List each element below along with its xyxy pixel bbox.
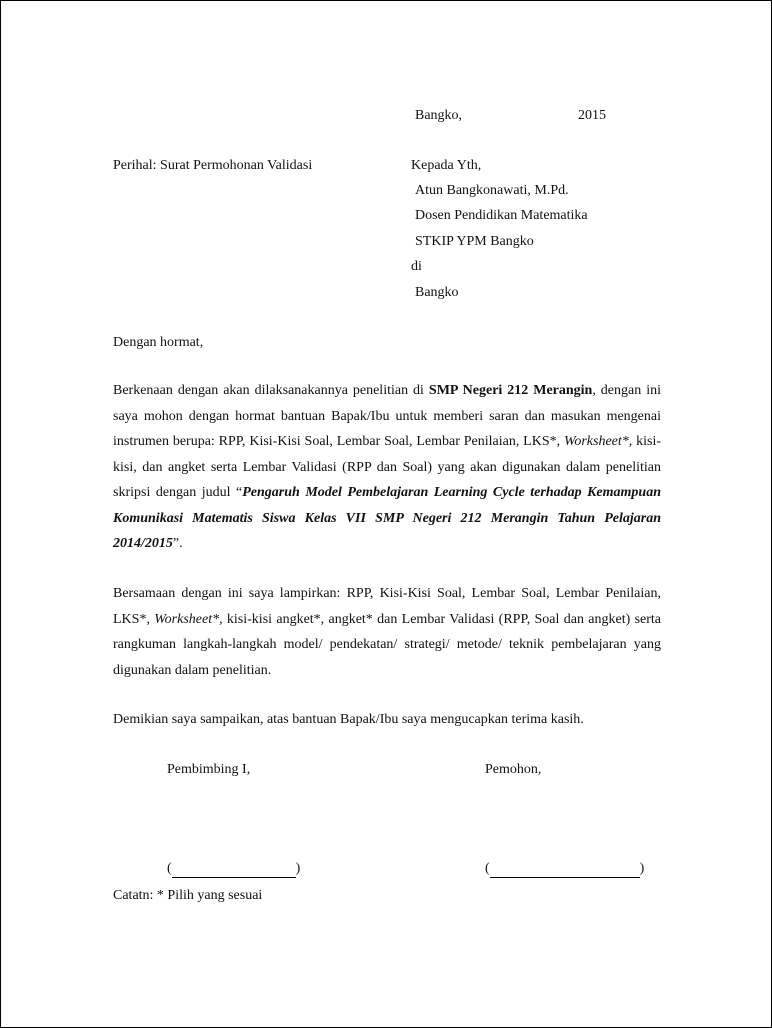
letter-place: Bangko, bbox=[415, 108, 463, 123]
signature-label-applicant: Pemohon, bbox=[485, 762, 542, 777]
research-title: Pengaruh Model Pembelajaran Learning Cycle terhadap Kemampuan Komunikasi Matematis Siswa Kelas VII SMP Negeri 212 Merangin Tahun Pelajaran 2014/2015 bbox=[113, 485, 662, 551]
body-paragraph-2 bbox=[113, 581, 661, 683]
worksheet-term: Worksheet*, bbox=[154, 611, 223, 627]
letter-year: 2015 bbox=[578, 108, 606, 123]
paragraph-text: kisi-kisi angket*, angket* dan Lembar Validasi (RPP, Soal dan angket) serta rangkuman langkah-langkah model/ pendekatan/ strategi/ metode/ teknik pembelajaran yang digunakan dalam penelitian. bbox=[113, 611, 661, 678]
paragraph-text: Berkenaan dengan akan dilaksanakannya penelitian di bbox=[113, 383, 429, 398]
close-paren: ) bbox=[295, 861, 301, 876]
paragraph-text: ”. bbox=[172, 536, 183, 551]
signature-blank bbox=[172, 863, 296, 878]
recipient-city: Bangko bbox=[415, 285, 459, 300]
recipient-line: Kepada Yth, bbox=[411, 158, 482, 173]
letter-subject: Perihal: Surat Permohonan Validasi bbox=[113, 158, 313, 173]
open-paren: ( bbox=[167, 861, 172, 876]
paragraph-text: , dengan ini saya mohon dengan hormat bantuan Bapak/Ibu untuk memberi saran dan masukan mengenai instrumen berupa: RPP, Kisi-Kisi Soal, Lembar Soal, Lembar Penilaian, LKS*, bbox=[113, 383, 661, 449]
signature-line-applicant bbox=[485, 860, 644, 878]
paragraph-text: Bersamaan dengan ini saya lampirkan: RPP, Kisi-Kisi Soal, Lembar Soal, Lembar Penilaian, LKS*, bbox=[113, 586, 661, 627]
footnote: Catatn: * Pilih yang sesuai bbox=[113, 888, 263, 903]
recipient-name: Atun Bangkonawati, M.Pd. bbox=[415, 183, 569, 198]
school-name: SMP Negeri 212 Merangin bbox=[428, 383, 593, 398]
open-paren: ( bbox=[485, 861, 490, 876]
recipient-institution: STKIP YPM Bangko bbox=[415, 234, 534, 249]
closing-sentence: Demikian saya sampaikan, atas bantuan Bapak/Ibu saya mengucapkan terima kasih. bbox=[113, 712, 584, 727]
signature-label-advisor: Pembimbing I, bbox=[167, 762, 251, 777]
greeting: Dengan hormat, bbox=[113, 335, 204, 350]
recipient-position: Dosen Pendidikan Matematika bbox=[415, 208, 588, 223]
paragraph-text: kisi-kisi, dan angket serta Lembar Validasi (RPP dan Soal) yang akan digunakan dalam penelitian skripsi dengan judul “ bbox=[113, 434, 661, 500]
body-paragraph-1 bbox=[113, 378, 661, 557]
signature-blank bbox=[490, 863, 640, 878]
close-paren: ) bbox=[639, 861, 645, 876]
signature-line-advisor bbox=[167, 860, 300, 878]
recipient-line: di bbox=[411, 259, 422, 274]
worksheet-term: Worksheet*, bbox=[563, 434, 633, 449]
